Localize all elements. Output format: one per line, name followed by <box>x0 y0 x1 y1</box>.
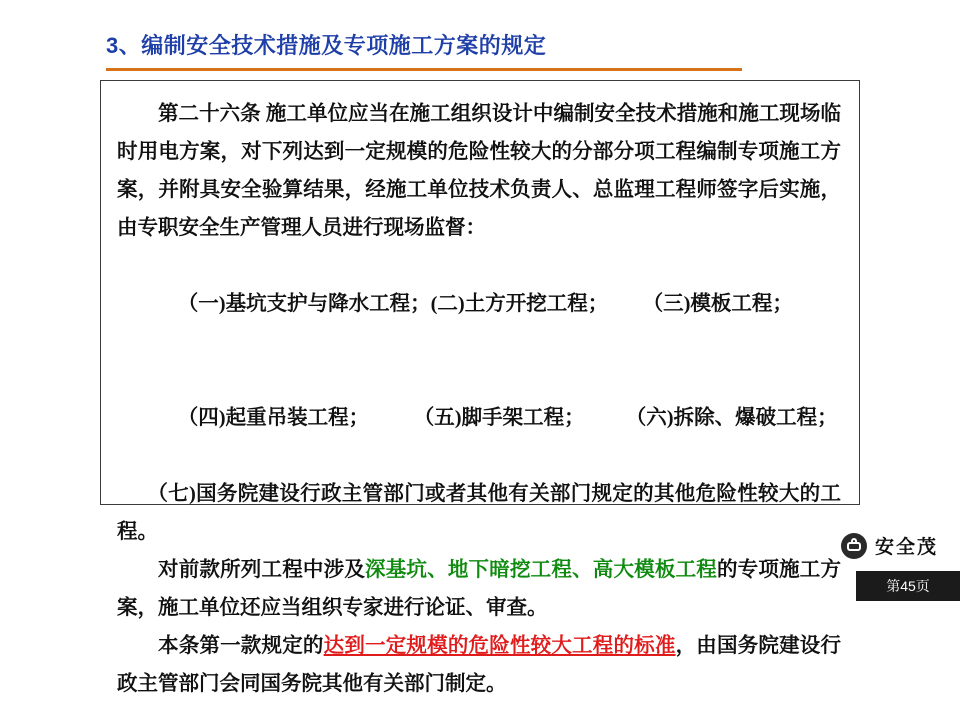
list-item-2a: （四)起重吊装工程； <box>177 407 370 429</box>
list-item-2b: （五)脚手架工程； <box>413 407 585 429</box>
wechat-account-icon <box>841 533 867 559</box>
list-item <box>117 361 841 475</box>
paragraph-standard-suffix: ，由国务院建设行政主 <box>117 635 841 695</box>
paragraph-standard <box>117 627 841 703</box>
paragraph-standard-line2: 管部门会同国务院其他有关部门制定。 <box>158 673 507 695</box>
brand-logo <box>841 532 938 559</box>
page-number-badge: 第45页 <box>856 571 960 601</box>
title-divider <box>106 68 742 71</box>
list-item-7-text: （七)国务院建设行政主管部门或者其他有关部门规定的其他危险性较大的工程。 <box>117 483 841 543</box>
paragraph-article-26: 第二十六条 施工单位应当在施工组织设计中编制安全技术措施和施工现场临时用电方案，对下列达到一定规模的危险性较大的分部分项工程编制专项施工方案，并附具安全验算结果，经施工单位技术负责人、总监理工程师签字后实施，由专职安全生产管理人员进行现场监督： <box>117 103 841 239</box>
highlight-deep-pit: 深基坑、地下暗挖工程、高大模板工程 <box>365 559 717 581</box>
list-item <box>117 247 841 361</box>
paragraph-expert-review-line2: 施工单位还应当组织专家进行论证、审查。 <box>158 597 548 619</box>
brand-name: 安全茂 <box>874 537 938 558</box>
list-item-1b: (二)土方开挖工程； <box>430 293 609 315</box>
content-box <box>100 80 860 695</box>
page-title-text: 3、编制安全技术措施及专项施工方案的规定 <box>106 32 547 58</box>
list-item-2c: （六)拆除、爆破工程； <box>625 407 838 429</box>
paragraph-expert-review <box>117 551 841 627</box>
list-item-1a: （一)基坑支护与降水工程； <box>177 293 431 315</box>
list-item-7 <box>117 475 841 551</box>
list-item-1c: （三)模板工程； <box>642 293 793 315</box>
page-title <box>106 26 866 62</box>
paragraph-expert-review-suffix: 的专项施工方案， <box>117 559 841 619</box>
paragraph-expert-review-prefix: 对前款所列工程中涉及 <box>158 559 366 581</box>
highlight-standard: 达到一定规模的危险性较大工程的标准 <box>323 635 676 657</box>
paragraph-standard-prefix: 本条第一款规定的 <box>158 635 324 657</box>
